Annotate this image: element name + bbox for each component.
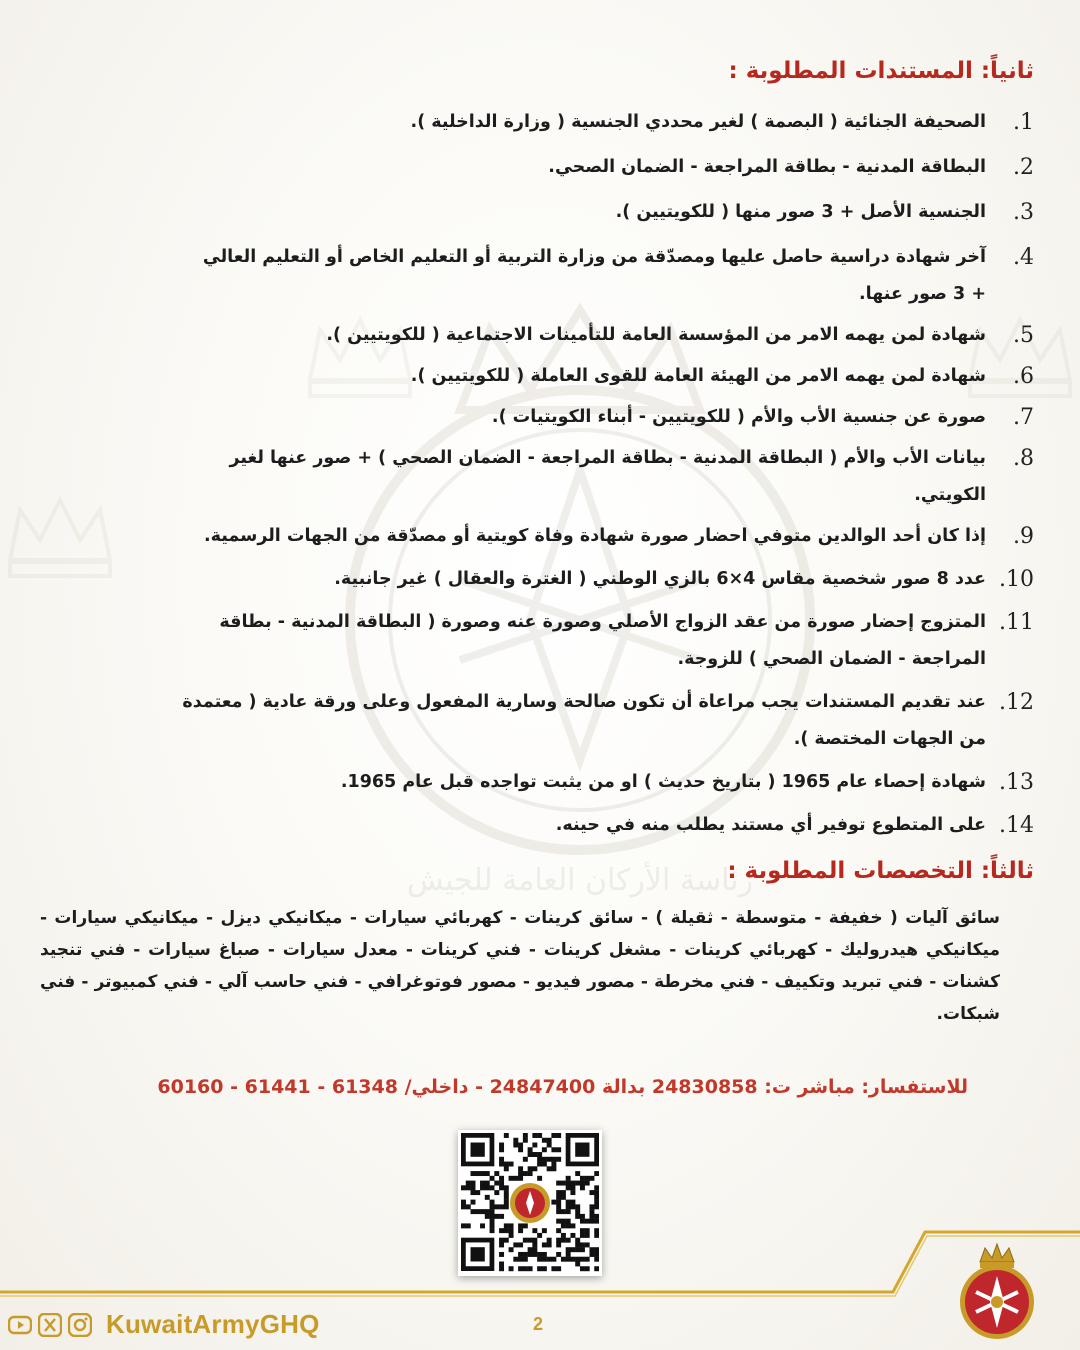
youtube-icon[interactable] (8, 1313, 32, 1337)
item-number: 2. (1013, 155, 1034, 180)
contact-info: للاستفسار: مباشر ت: 24830858 بدالة 24847400 - داخلي/ 61348 - 61441 - 60160 (157, 1076, 968, 1098)
documents-list (44, 104, 1034, 844)
item-number: 13. (999, 770, 1034, 795)
document-item (44, 440, 1034, 514)
item-number: 12. (999, 690, 1034, 715)
item-text (44, 764, 986, 801)
section-heading-specialties: ثالثاً: التخصصات المطلوبة : (727, 858, 1034, 884)
item-text (44, 239, 986, 313)
item-text-main: صورة عن جنسية الأب والأم ( للكويتيين - أبناء الكويتيات ). (491, 407, 986, 427)
footer-social (8, 1309, 320, 1340)
item-text-continuation: المراجعة - الضمان الصحي ) للزوجة. (677, 649, 986, 669)
item-text (44, 604, 986, 678)
item-number: 14. (999, 813, 1034, 838)
item-number: 5. (1013, 323, 1034, 348)
document-item (44, 149, 1034, 186)
x-icon[interactable] (38, 1313, 62, 1337)
item-text-main: الجنسية الأصل + 3 صور منها ( للكويتيين ). (615, 202, 986, 222)
item-number: 7. (1013, 405, 1034, 430)
item-number: 4. (1013, 245, 1034, 270)
document-item (44, 518, 1034, 555)
kuwait-army-emblem-icon (952, 1240, 1042, 1344)
item-text (44, 317, 986, 354)
item-text (44, 440, 986, 514)
item-number: 1. (1013, 110, 1034, 135)
item-text-continuation: الكويتي. (914, 485, 986, 505)
item-text-main: شهادة إحصاء عام 1965 ( بتاريخ حديث ) او من يثبت تواجده قبل عام 1965. (340, 772, 986, 792)
item-text-continuation: + 3 صور عنها. (859, 284, 986, 304)
item-number: 6. (1013, 364, 1034, 389)
item-text-main: شهادة لمن يهمه الامر من المؤسسة العامة للتأمينات الاجتماعية ( للكويتيين ). (326, 325, 986, 345)
item-text-main: إذا كان أحد الوالدين متوفي احضار صورة شهادة وفاة كويتية أو مصدّقة من الجهات الرسمية. (203, 526, 986, 546)
social-handle[interactable]: KuwaitArmyGHQ (106, 1309, 320, 1339)
page-number: 2 (533, 1314, 544, 1334)
item-number: 3. (1013, 200, 1034, 225)
document-item (44, 561, 1034, 598)
document-item (44, 358, 1034, 395)
document-item (44, 317, 1034, 354)
item-number: 11. (999, 610, 1034, 635)
item-text-main: عند تقديم المستندات يجب مراعاة أن تكون صالحة وسارية المفعول وعلى ورقة عادية ( معتمدة (182, 692, 986, 712)
item-text (44, 399, 986, 436)
item-text-main: البطاقة المدنية - بطاقة المراجعة - الضمان الصحي. (548, 157, 986, 177)
item-number: 10. (999, 567, 1034, 592)
watermark-text: رئاسة الأركان العامة للجيش (406, 863, 754, 898)
item-text-main: بيانات الأب والأم ( البطاقة المدنية - بطاقة المراجعة - الضمان الصحي ) + صور عنها لغير (229, 448, 986, 468)
document-item (44, 604, 1034, 678)
item-text (44, 194, 986, 231)
item-text (44, 561, 986, 598)
item-text-main: المتزوج إحضار صورة من عقد الزواج الأصلي وصورة عنه وصورة ( البطاقة المدنية - بطاقة (219, 612, 986, 632)
item-text-main: الصحيفة الجنائية ( البصمة ) لغير محددي الجنسية ( وزارة الداخلية ). (410, 112, 986, 132)
item-text (44, 684, 986, 758)
section-heading-documents: ثانياً: المستندات المطلوبة : (728, 58, 1034, 84)
document-item (44, 764, 1034, 801)
document-item (44, 104, 1034, 141)
item-text-main: عدد 8 صور شخصية مقاس 4×6 بالزي الوطني ( الغترة والعقال ) غير جانبية. (334, 569, 986, 589)
item-number: 9. (1013, 524, 1034, 549)
document-item (44, 194, 1034, 231)
item-number: 8. (1013, 446, 1034, 471)
item-text (44, 358, 986, 395)
item-text-continuation: من الجهات المختصة ). (793, 729, 986, 749)
document-item (44, 399, 1034, 436)
document-item (44, 239, 1034, 313)
instagram-icon[interactable] (68, 1313, 92, 1337)
item-text (44, 104, 986, 141)
document-item (44, 684, 1034, 758)
item-text-main: على المتطوع توفير أي مستند يطلب منه في حينه. (555, 815, 986, 835)
item-text (44, 149, 986, 186)
item-text-main: آخر شهادة دراسية حاصل عليها ومصدّقة من وزارة التربية أو التعليم الخاص أو التعليم العالي (202, 247, 986, 267)
item-text (44, 518, 986, 555)
item-text-main: شهادة لمن يهمه الامر من الهيئة العامة للقوى العاملة ( للكويتيين ). (410, 366, 986, 386)
document-item (44, 807, 1034, 844)
item-text (44, 807, 986, 844)
specialties-paragraph: سائق آليات ( خفيفة - متوسطة - ثقيلة ) - سائق كرينات - كهربائي سيارات - ميكانيكي ديزل - ميكانيكي سيارات - ميكانيكي هيدروليك - كهربائي كرينات - مشغل كرينات - فني كرينات - معدل سيارات - صباغ سيارات - فني تنجيد كشنات - فني تبريد وتكييف - فني مخرطة - مصور فيديو - مصور فوتوغرافي - فني حاسب آلي - فني كمبيوتر - فني شبكات. (40, 908, 1000, 1024)
